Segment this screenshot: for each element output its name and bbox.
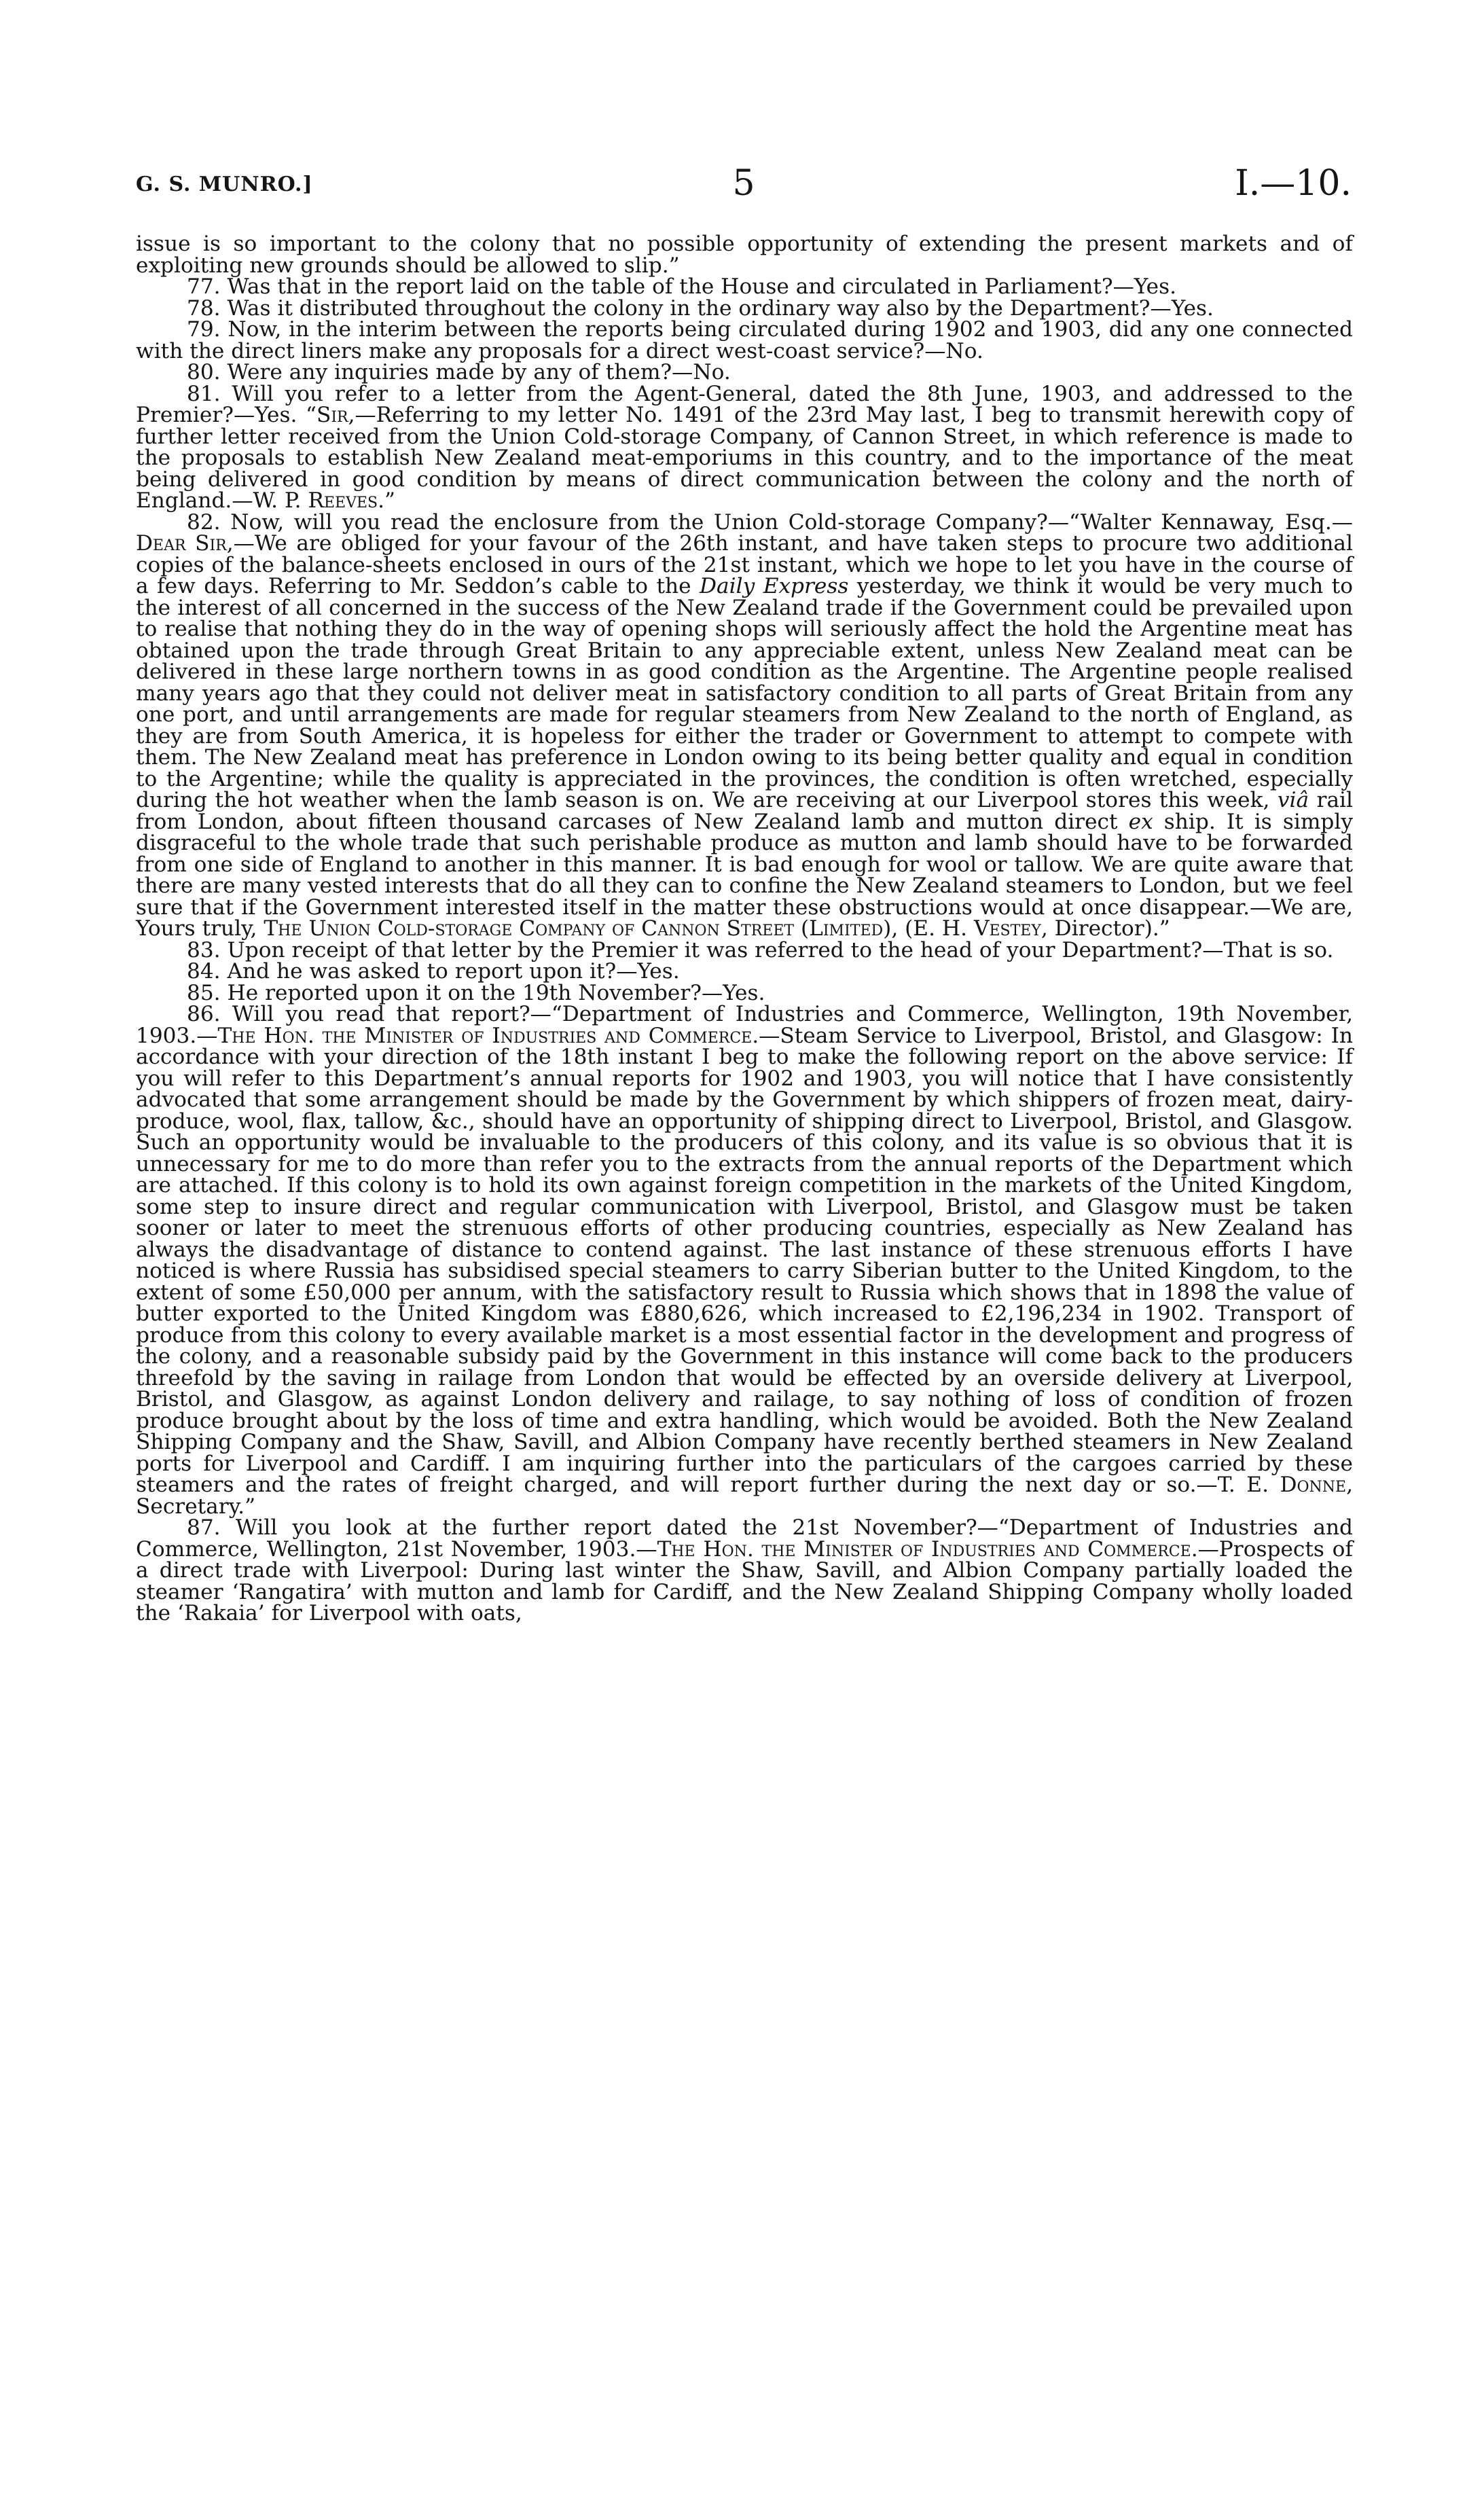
question-85: [136, 980, 1353, 1005]
continued-paragraph: [136, 234, 1353, 276]
paragraph-text: ,—We are obliged for your favour of the 26th instant, and have taken steps to procure two additional copies of the balance-sheets enclosed in ours of the 21st instant, which we hope to let you have in the course of a few days. Referring to Mr. Seddon’s cable to the: [136, 531, 1353, 598]
question-87: [136, 1517, 1353, 1625]
paragraph-text: 80. Were any inquiries made by any of them?—No.: [187, 360, 731, 384]
italic-text: Daily Express: [700, 574, 849, 598]
paragraph-text: 83. Upon receipt of that letter by the Premier it was referred to the head of your Department?—That is so.: [187, 937, 1334, 962]
small-caps-text: Donne: [1280, 1473, 1347, 1497]
witness-name: G. S. MUNRO.]: [136, 173, 313, 196]
paragraph-text: 84. And he was asked to report upon it?—Yes.: [187, 959, 680, 984]
question-83: [136, 937, 1353, 962]
paragraph-text: 86. Will you read that report?—“Department of Industries and Commerce, Wellington, 19th November, 1903.—: [136, 1002, 1353, 1048]
small-caps-text: Reeves: [308, 488, 378, 513]
question-82: [136, 509, 1353, 941]
paragraph-text: .—Prospects of a direct trade with Liverpool: During last winter the Shaw, Savill, and Albion Company partially loaded the steamer ‘Rangatira’ with mutton and lamb for Cardiff, and the New Zealand Shipping Company wholly loaded the ‘Rakaia’ for Liverpool with oats,: [136, 1536, 1353, 1625]
paragraph-text: ship. It is simply disgraceful to the whole trade that such perishable produce as mutton and lamb should have to be forwarded from one side of England to another in this manner. It is bad enough for wool or tallow. We are quite aware that there are many vested interests that do all they can to confine the New Zealand steamers to London, but we feel sure that if the Government interested itself in the matter these obstructions would at once disappear.—We are, Yours truly,: [136, 809, 1353, 941]
small-caps-text: The Hon. the Minister of Industries and Commerce: [217, 1023, 753, 1048]
question-78: [136, 295, 1353, 321]
paragraph-text: issue is so important to the colony that no possible opportunity of extending the present markets and of exploiting new grounds should be allowed to slip.”: [136, 232, 1353, 278]
paragraph-text: yesterday, we think it would be very much to the interest of all concerned in the success of the New Zealand trade if the Government could be prevailed upon to realise that nothing they do in the way of opening shops will seriously affect the hold the Argentine meat has obtained upon the trade through Great Britain to any appreciable extent, unless New Zealand meat can be delivered in these large northern towns in as good condition as the Argentine. The Argentine people realised many years ago that they could not deliver meat in satisfactory condition to all parts of Great Britain from any one port, and until arrangements are made for regular steamers from New Zealand to the north of England, as they are from South America, it is hopeless for either the trader or Government to attempt to compete with them. The New Zealand meat has preference in London owing to its being better quality and equal in condition to the Argentine; while the quality is appreciated in the provinces, the condition is often wretched, especially during the hot weather when the lamb season is on. We are receiving at our Liverpool stores this week,: [136, 574, 1353, 812]
page-header: [136, 163, 1352, 211]
small-caps-text: The Hon. the Minister of Industries and Commerce: [657, 1536, 1191, 1562]
paragraph-text: .—Steam Service to Liverpool, Bristol, and Glasgow: In accordance with your direction of the 18th instant I beg to make the following report on the above service: If you will refer to this Department’s annual reports for 1902 and 1903, you will notice that I have consistently advocated that some arrangement should be made by the Government by which shippers of frozen meat, dairy-produce, wool, flax, tallow, &c., should have an opportunity of shipping direct to Liverpool, Bristol, and Glasgow. Such an opportunity would be invaluable to the producers of this colony, and its value is so obvious that it is unnecessary for me to do more than refer you to the extracts from the annual reports of the Department which are attached. If this colony is to hold its own against foreign competition in the markets of the United Kingdom, some step to insure direct and regular communication with Liverpool, Bristol, and Glasgow must be taken sooner or later to meet the strenuous efforts of other producing countries, especially as New Zealand has always the disadvantage of distance to contend against. The last instance of these strenuous efforts I have noticed is where Russia has subsidised special steamers to carry Siberian butter to the United Kingdom, to the extent of some £50,000 per annum, with the satisfactory result to Russia which shows that in 1898 the value of butter exported to the United Kingdom was £880,626, which increased to £2,196,234 in 1902. Transport of produce from this colony to every available market is a most essential factor in the development and progress of the colony, and a reasonable subsidy paid by the Government in this instance will come back to the producers threefold by the saving in railage from London that would be effected by an overside delivery at Liverpool, Bristol, and Glasgow, as against London delivery and railage, to say nothing of loss of condition of frozen produce brought about by the loss of time and extra handling, which would be avoided. Both the New Zealand Shipping Company and the Shaw, Savill, and Albion Company have recently berthed steamers in New Zealand ports for Liverpool and Cardiff. I am inquiring further into the particulars of the cargoes carried by these steamers and the rates of freight charged, and will report further during the next day or so.—T. E.: [136, 1023, 1353, 1497]
paragraph-text: ,—Referring to my letter No. 1491 of the 23rd May last, I beg to transmit herewith copy of further letter received from the Union Cold-storage Company, of Cannon Street, in which reference is made to the proposals to establish New Zealand meat-emporiums in this country, and to the importance of the meat being delivered in good condition by means of direct communication between the colony and the north of England.—W. P.: [136, 403, 1354, 513]
paragraph-text: , (E. H.: [891, 916, 974, 941]
small-caps-text: Vestey: [973, 916, 1041, 941]
paragraph-text: 77. Was that in the report laid on the table of the House and circulated in Parliament?—Yes.: [187, 274, 1177, 299]
question-80: [136, 362, 1353, 384]
paragraph-text: 81. Will you refer to a letter from the Agent-General, dated the 8th June, 1903, and addressed to the Premier?—Yes. “: [136, 381, 1353, 427]
small-caps-text: The Union Cold-storage Company of Cannon Street (Limited): [264, 916, 892, 941]
italic-text: ex: [1128, 809, 1153, 834]
question-86: [136, 1004, 1353, 1517]
page-number: 5: [732, 163, 755, 204]
small-caps-text: Sir: [316, 403, 348, 427]
paragraph-text: 78. Was it distributed throughout the colony in the ordinary way also by the Department?—Yes.: [187, 295, 1214, 321]
paragraph-text: .”: [378, 488, 395, 513]
small-caps-text: Dear Sir: [136, 531, 227, 556]
paragraph-text: 79. Now, in the interim between the reports being circulated during 1902 and 1903, did any one connected with the direct liners make any proposals for a direct west-coast service?—No.: [136, 317, 1353, 363]
paragraph-text: 87. Will you look at the further report dated the 21st November?—“Department of Industries and Commerce, Wellington, 21st November, 1903.—: [136, 1515, 1353, 1562]
question-79: [136, 319, 1353, 362]
paragraph-text: 85. He reported upon it on the 19th November?—Yes.: [187, 980, 765, 1005]
question-81: [136, 381, 1354, 513]
question-77: [136, 276, 1353, 298]
paragraph-text: , Secretary.”: [136, 1473, 1353, 1519]
paragraph-text: , Director).”: [1040, 916, 1170, 941]
paragraph-text: 82. Now, will you read the enclosure from the Union Cold-storage Company?—“Walter Kennaway, Esq.—: [187, 509, 1353, 535]
italic-text: viâ: [1277, 788, 1309, 812]
paragraph-text: rail from London, about fifteen thousand carcases of New Zealand lamb and mutton direct: [136, 788, 1353, 834]
paper-reference: I.—10.: [1235, 163, 1352, 204]
document-body: [136, 234, 1353, 1625]
question-84: [136, 961, 1353, 983]
